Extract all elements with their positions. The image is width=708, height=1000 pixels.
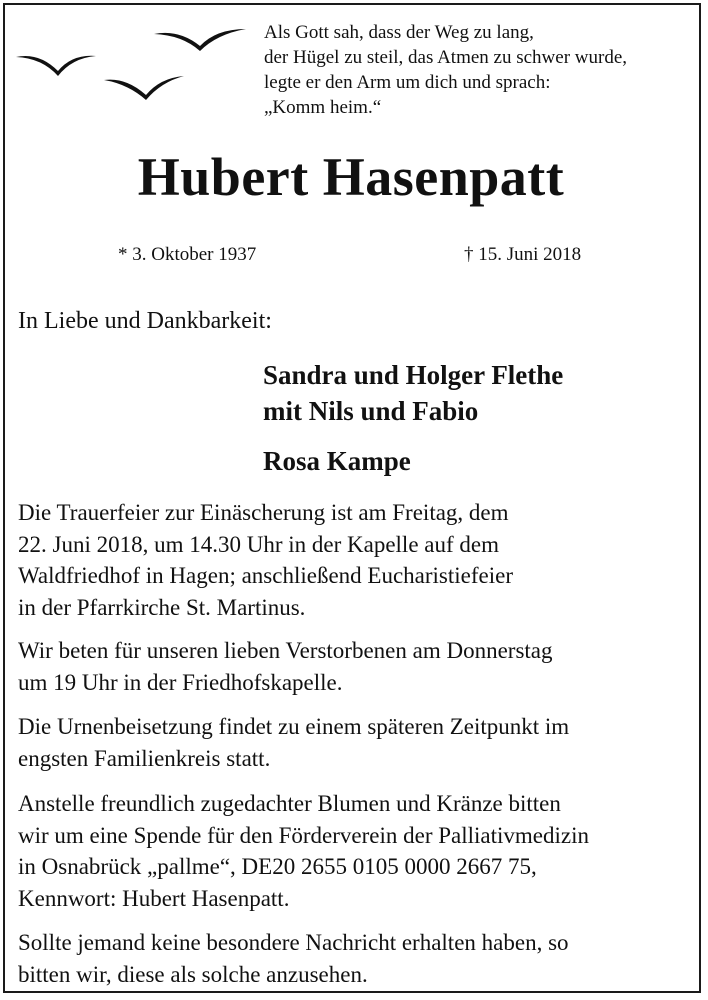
text-line: um 19 Uhr in der Friedhofskapelle. [18,669,343,695]
text-line: Kennwort: Hubert Hasenpatt. [18,885,290,911]
mourners-intro: In Liebe und Dankbarkeit: [18,308,272,334]
text-line: bitten wir, diese als solche anzusehen. [18,961,368,987]
prayer-paragraph [18,635,553,698]
bird-top [154,29,246,51]
funeral-paragraph [18,497,513,623]
birth-date: * 3. Oktober 1937 [118,244,257,265]
birds-icon [14,24,254,114]
text-line: Wir beten für unseren lieben Verstorbenen am Donnerstag [18,638,553,663]
mourners-list [263,357,563,479]
poem [264,20,627,120]
text-line: Waldfriedhof in Hagen; anschließend Eucharistiefeier [18,563,513,588]
text-line: engsten Familienkreis statt. [18,745,271,771]
text-line: Sollte jemand keine besondere Nachricht erhalten haben, so [18,930,569,955]
deceased-name: Hubert Hasenpatt [137,147,565,207]
bird-left [16,56,96,76]
poem-line: „Komm heim.“ [264,97,382,118]
poem-line: der Hügel zu steil, das Atmen zu schwer wurde, [264,47,628,68]
text-line: 22. Juni 2018, um 14.30 Uhr in der Kapelle auf dem [18,531,499,557]
text-line: Die Urnenbeisetzung findet zu einem späteren Zeitpunkt im [18,714,570,739]
poem-line: Als Gott sah, dass der Weg zu lang, [264,22,534,43]
text-line: Anstelle freundlich zugedachter Blumen und Kränze bitten [18,791,561,816]
donation-paragraph [18,788,589,914]
text-line: in Osnabrück „pallme“, DE20 2655 0105 0000 2667 75, [18,854,537,879]
mourner-line: Sandra und Holger Flethe [263,360,564,390]
urn-paragraph [18,711,569,774]
death-date: † 15. Juni 2018 [464,244,582,265]
mourner-line: mit Nils und Fabio [263,396,479,426]
text-line: wir um eine Spende für den Förderverein der Palliativmedizin [18,822,589,848]
text-line: Die Trauerfeier zur Einäscherung ist am Freitag, dem [18,500,509,525]
notice-paragraph [18,927,569,990]
mourner-line: Rosa Kampe [263,446,411,476]
poem-line: legte er den Arm um dich und sprach: [264,72,551,93]
text-line: in der Pfarrkirche St. Martinus. [18,594,306,620]
bird-middle [104,76,184,100]
